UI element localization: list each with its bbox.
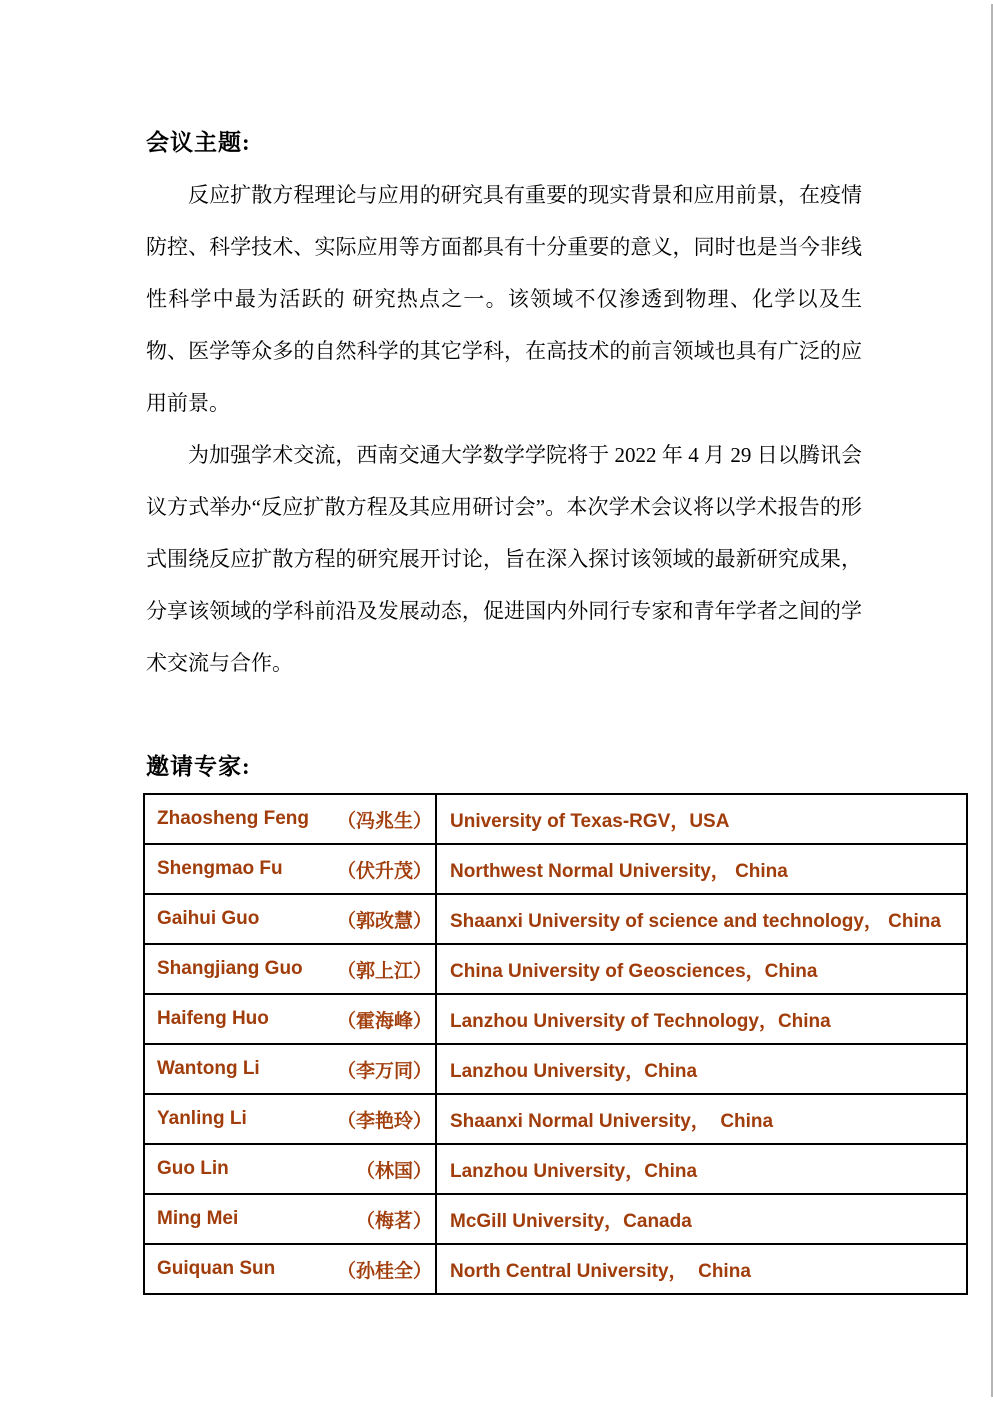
expert-name-en: Ming Mei bbox=[157, 1208, 239, 1229]
table-row bbox=[144, 894, 967, 944]
table-row bbox=[144, 1044, 967, 1094]
theme-paragraph-2: 为加强学术交流，西南交通大学数学学院将于 2022 年 4 月 29 日以腾讯会议方式举办“反应扩散方程及其应用研讨会”。本次学术会议将以学术报告的形式围绕反应扩散方程的研究展开讨论，旨在深入探讨该领域的最新研究成果，分享该领域的学科前沿及发展动态，促进国内外同行专家和青年学者之间的学术交流与合作。 bbox=[146, 443, 862, 675]
expert-name-cn: （冯兆生） bbox=[336, 810, 432, 832]
table-row bbox=[144, 1194, 967, 1244]
theme-paragraph-1: 反应扩散方程理论与应用的研究具有重要的现实背景和应用前景，在疫情防控、科学技术、实际应用等方面都具有十分重要的意义，同时也是当今非线性科学中最为活跃的 研究热点之一。该领域不仅渗透到物理、化学以及生物、医学等众多的自然科学的其它学科，在高技术的前言领域也具有广泛的应用前景。 bbox=[146, 183, 862, 415]
expert-name-cn: （林国） bbox=[355, 1160, 432, 1182]
expert-name-en: Yanling Li bbox=[157, 1108, 247, 1129]
table-row bbox=[144, 794, 967, 844]
expert-name-en: Shengmao Fu bbox=[157, 858, 283, 879]
expert-name-en: Haifeng Huo bbox=[157, 1008, 269, 1029]
document-content bbox=[146, 117, 862, 793]
expert-name-cn: （梅茗） bbox=[355, 1210, 432, 1232]
expert-name-en: Gaihui Guo bbox=[157, 908, 260, 929]
expert-name-en: Zhaosheng Feng bbox=[157, 808, 309, 829]
expert-name-cn: （李艳玲） bbox=[336, 1110, 432, 1132]
expert-affiliation: Lanzhou University，China bbox=[436, 1044, 967, 1094]
expert-name-cn: （伏升茂） bbox=[336, 860, 432, 882]
expert-affiliation: Shaanxi Normal University， China bbox=[436, 1094, 967, 1144]
expert-name-en: Shangjiang Guo bbox=[157, 958, 303, 979]
table-row bbox=[144, 1244, 967, 1294]
expert-affiliation: Shaanxi University of science and technology， China bbox=[436, 894, 967, 944]
expert-affiliation: University of Texas-RGV，USA bbox=[436, 794, 967, 844]
table-row bbox=[144, 944, 967, 994]
experts-heading: 邀请专家: bbox=[146, 754, 251, 779]
expert-affiliation: Lanzhou University of Technology，China bbox=[436, 994, 967, 1044]
expert-name-cn: （霍海峰） bbox=[336, 1010, 432, 1032]
expert-name-cn: （郭改慧） bbox=[336, 910, 432, 932]
expert-name-cn: （李万同） bbox=[336, 1060, 432, 1082]
expert-affiliation: China University of Geosciences，China bbox=[436, 944, 967, 994]
expert-affiliation: Northwest Normal University， China bbox=[436, 844, 967, 894]
expert-name-cn: （郭上江） bbox=[336, 960, 432, 982]
expert-name-cn: （孙桂全） bbox=[336, 1260, 432, 1282]
expert-name-en: Guiquan Sun bbox=[157, 1258, 276, 1279]
table-row bbox=[144, 994, 967, 1044]
table-row bbox=[144, 844, 967, 894]
expert-affiliation: North Central University， China bbox=[436, 1244, 967, 1294]
expert-affiliation: McGill University，Canada bbox=[436, 1194, 967, 1244]
expert-name-en: Wantong Li bbox=[157, 1058, 260, 1079]
experts-table bbox=[143, 793, 968, 1295]
table-row bbox=[144, 1094, 967, 1144]
table-row bbox=[144, 1144, 967, 1194]
theme-heading: 会议主题: bbox=[146, 130, 251, 155]
expert-name-en: Guo Lin bbox=[157, 1158, 229, 1179]
expert-affiliation: Lanzhou University，China bbox=[436, 1144, 967, 1194]
